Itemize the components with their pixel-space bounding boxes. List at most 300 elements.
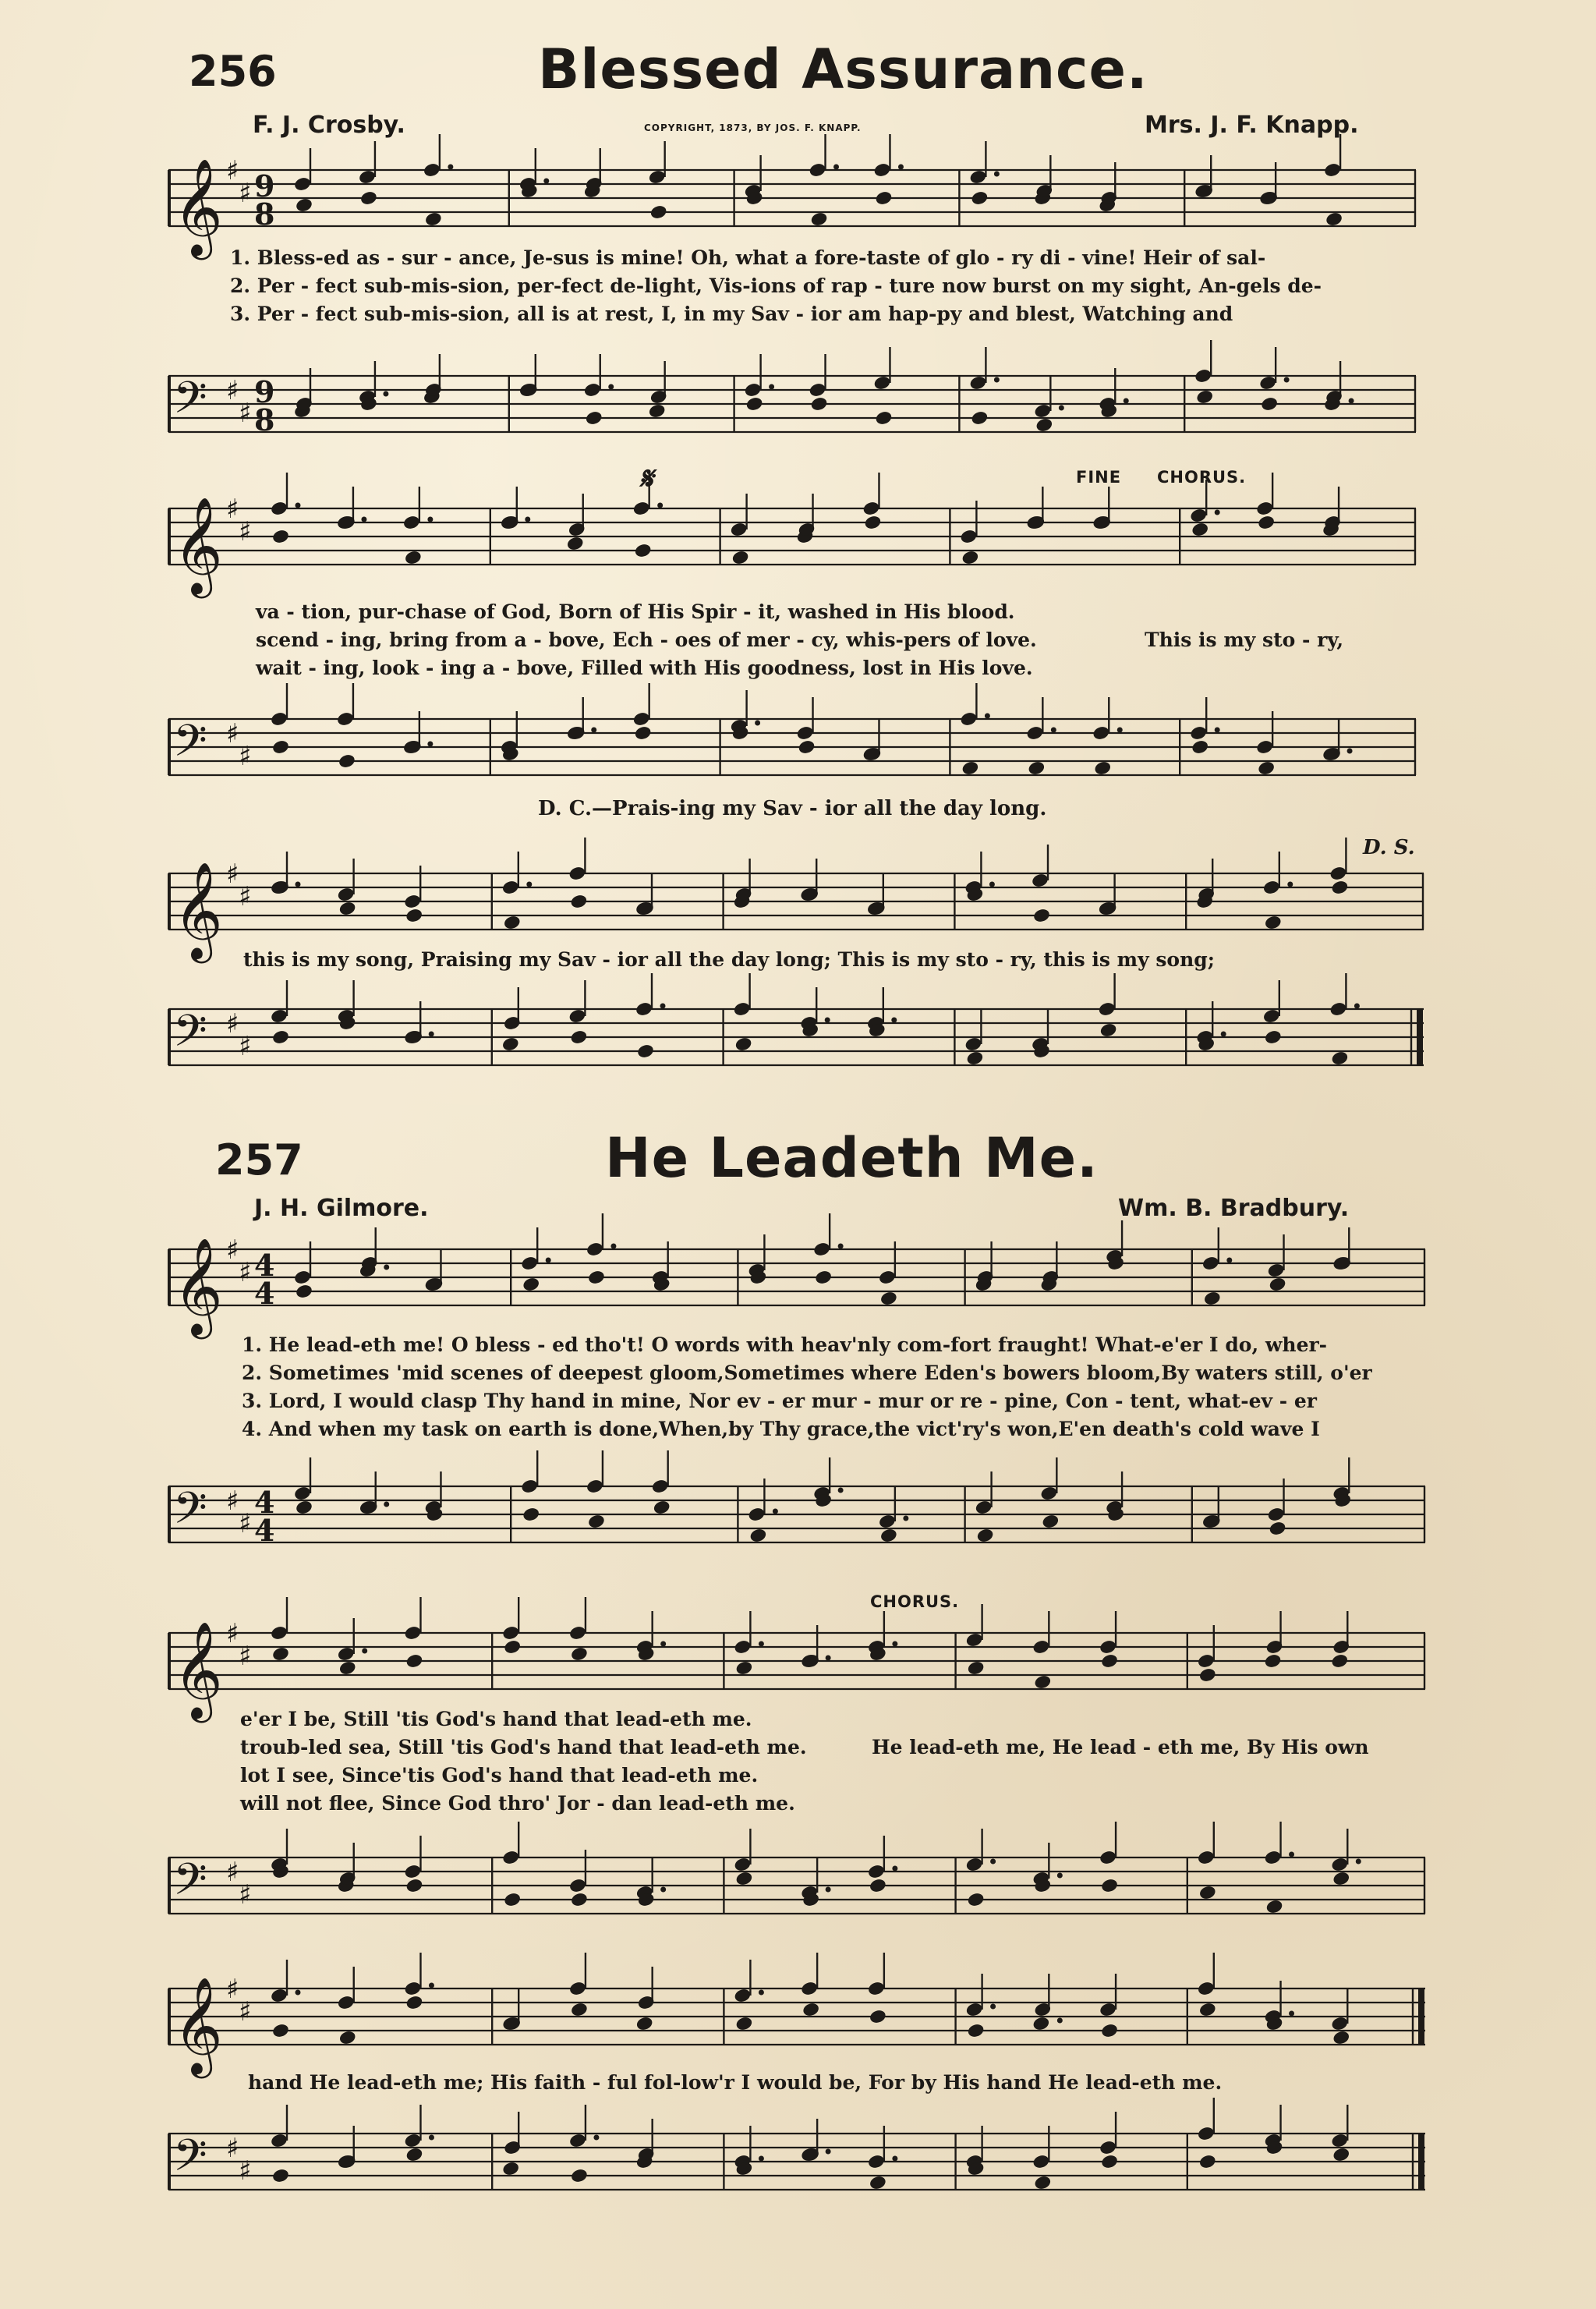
note-head [800, 1981, 819, 1997]
chorus-lyric-line: this is my song, Praising my Sav - ior all the day long; This is my sto - ry, this is my song; [243, 948, 1215, 971]
hymn-257-author: J. H. Gilmore. [254, 1195, 429, 1222]
note-head [869, 1878, 887, 1894]
note-head [1260, 396, 1279, 413]
dot [660, 1887, 666, 1893]
note-head [1197, 1653, 1216, 1670]
note-head [1258, 375, 1277, 391]
note-head [337, 1995, 356, 2011]
sharp-icon: ♯ [239, 398, 252, 429]
note-head [862, 501, 881, 517]
note-head [976, 1528, 995, 1544]
note-head [295, 197, 313, 214]
note-head [501, 1850, 520, 1866]
bass-clef-icon: 𝄢 [173, 1483, 207, 1545]
dot [838, 1244, 844, 1249]
note-head [653, 1500, 671, 1516]
note-head [1197, 2126, 1216, 2142]
note-head [270, 1008, 288, 1025]
dot [295, 503, 301, 508]
note-head [636, 1043, 655, 1060]
note-head [1191, 522, 1209, 538]
note-head [1198, 2154, 1217, 2170]
sharp-icon: ♯ [239, 881, 252, 912]
note-head [271, 529, 290, 545]
chorus-mark: CHORUS. [1157, 468, 1247, 487]
note-head [875, 190, 894, 207]
note-head [1330, 2016, 1349, 2032]
note-head [875, 410, 894, 427]
note-head [1099, 2140, 1117, 2156]
dot [903, 1516, 908, 1521]
note-head [424, 211, 443, 228]
note-head [1191, 739, 1209, 756]
dot [383, 391, 388, 397]
note-head [1092, 725, 1110, 742]
verse-2-line: 2. Sometimes 'mid scenes of deepest gloom,Sometimes where Eden's bowers bloom,By waters still, o'er [242, 1362, 1372, 1384]
note-head [1255, 739, 1274, 756]
note-head [338, 753, 356, 770]
note-head [293, 176, 312, 193]
bass-clef-icon: 𝄢 [173, 716, 207, 777]
dot [773, 1509, 778, 1514]
note-head [873, 162, 892, 179]
note-head [1189, 725, 1208, 742]
dot [755, 721, 760, 726]
note-head [405, 1995, 424, 2011]
dot [295, 1990, 301, 1996]
note-head [1025, 725, 1044, 742]
note-head [587, 1514, 606, 1530]
note-head [733, 1639, 752, 1656]
dot [610, 1244, 616, 1249]
verse-3-line: 3. Lord, I would clasp Thy hand in mine, Nor ev - er mur - mur or re - pine, Con - tent, what-ev - er [242, 1390, 1317, 1412]
note-head [1197, 1850, 1216, 1866]
staff [168, 1234, 1425, 1335]
dot [838, 1488, 844, 1493]
dot [1289, 2011, 1294, 2017]
note-head [404, 2133, 423, 2149]
note-head [651, 1479, 670, 1495]
note-head [1330, 1050, 1349, 1067]
note-head [975, 1500, 993, 1516]
note-head [867, 1864, 886, 1880]
time-signature-bottom: 4 [254, 1276, 275, 1311]
hymn-256-author: F. J. Crosby. [253, 112, 405, 139]
time-signature-top: 4 [254, 1248, 275, 1283]
staff [168, 1471, 1425, 1556]
dot [362, 1649, 367, 1654]
note-head [402, 515, 421, 531]
note-head [965, 1857, 984, 1873]
staff [168, 493, 1416, 594]
verse-1-line: va - tion, pur-chase of God, Born of His Spir - it, washed in His blood. [256, 600, 1015, 623]
note-head [586, 1241, 604, 1258]
note-head [1039, 1486, 1058, 1502]
note-head [405, 908, 423, 924]
note-head [1330, 1857, 1349, 1873]
note-head [648, 169, 667, 186]
dot [769, 384, 774, 390]
chorus-lyric-line: hand He lead-eth me; His faith - ful fol-low'r I would be, For by His hand He lead-eth me. [248, 2071, 1223, 2094]
dot [826, 2149, 831, 2155]
note-head [270, 1988, 288, 2004]
note-head [293, 1486, 312, 1502]
segno-mark: 𝄋 [639, 460, 653, 497]
sharp-icon: ♯ [239, 741, 252, 772]
note-head [869, 2009, 887, 2025]
dot [1057, 2018, 1063, 2024]
dot [892, 2156, 897, 2162]
note-head [569, 1029, 588, 1046]
note-head [878, 1270, 897, 1286]
note-head [271, 1029, 290, 1046]
dot [660, 1004, 666, 1009]
sharp-icon: ♯ [239, 1996, 252, 2027]
dot [608, 384, 614, 390]
verse-3-line: 3. Per - fect sub-mis-sion, all is at rest, I, in my Sav - ior am hap-py and blest, Watching and [230, 303, 1233, 325]
note-head [970, 190, 989, 207]
dot [1356, 1859, 1361, 1865]
note-head [522, 1277, 540, 1293]
note-head [1195, 389, 1214, 405]
note-head [270, 2133, 288, 2149]
sharp-icon: ♯ [226, 2133, 239, 2164]
note-head [1033, 2175, 1052, 2191]
note-head [270, 711, 288, 728]
sharp-icon: ♯ [226, 718, 239, 749]
treble-clef-icon: 𝄞 [173, 862, 223, 959]
note-head [585, 410, 603, 427]
note-head [405, 1878, 424, 1894]
note-head [1323, 162, 1342, 179]
bass-clef-icon: 𝄢 [173, 1006, 207, 1068]
note-head [734, 1660, 753, 1677]
note-head [522, 1507, 540, 1523]
note-head [1262, 880, 1281, 896]
verse-1-line: 1. He lead-eth me! O bless - ed tho't! O words with heav'nly com-fort fraught! What-e'er I do, wher- [242, 1333, 1328, 1356]
note-head [501, 1625, 520, 1641]
sharp-icon: ♯ [226, 1234, 239, 1266]
staff [168, 2118, 1425, 2204]
note-head [812, 1241, 831, 1258]
treble-clef-icon: 𝄞 [173, 1977, 223, 2074]
note-head [961, 760, 979, 777]
time-signature-bottom: 8 [254, 197, 275, 232]
note-head [337, 887, 356, 903]
treble-clef-icon: 𝄞 [173, 1238, 223, 1335]
note-head [965, 1632, 984, 1649]
note-head [796, 725, 815, 742]
dot [1221, 1032, 1226, 1037]
time-signature-bottom: 4 [254, 1513, 275, 1548]
note-head [810, 396, 829, 413]
note-head [359, 190, 378, 207]
note-head [403, 894, 422, 910]
note-head [295, 1500, 313, 1516]
sharp-icon: ♯ [226, 859, 239, 890]
note-head [405, 1653, 424, 1670]
note-head [1264, 1850, 1283, 1866]
note-head [271, 1646, 290, 1663]
dot [994, 172, 1000, 177]
dot [591, 728, 596, 733]
note-head [1099, 1639, 1117, 1656]
bass-clef-icon: 𝄢 [173, 373, 207, 434]
staff [168, 703, 1416, 789]
dot [427, 517, 433, 522]
note-head [503, 1892, 522, 1908]
note-head [733, 1988, 752, 2004]
dot [1349, 398, 1354, 404]
note-head [1099, 1022, 1118, 1039]
dot [826, 1656, 831, 1661]
note-head [271, 739, 290, 756]
note-head [1332, 1871, 1350, 1887]
dot [1124, 398, 1129, 404]
note-head [1269, 1277, 1287, 1293]
note-head [570, 2002, 589, 2018]
dot [759, 1990, 764, 1996]
dot [833, 165, 839, 170]
note-head [501, 880, 520, 896]
verse-3-line: lot I see, Since'tis God's hand that lead-eth me. [240, 1764, 759, 1787]
note-head [1330, 2133, 1349, 2149]
note-head [586, 1479, 604, 1495]
note-head [967, 1892, 986, 1908]
note-head [1329, 1001, 1347, 1018]
note-head [583, 382, 602, 398]
dot [759, 1641, 764, 1647]
staff [168, 858, 1424, 959]
verse-4-line: 4. And when my task on earth is done,When,by Thy grace,the vict'ry's won,E'en death's cold wave I [242, 1418, 1320, 1440]
note-head [1099, 2002, 1117, 2018]
sharp-icon: ♯ [226, 155, 239, 186]
sharp-icon: ♯ [239, 1879, 252, 1911]
note-head [734, 1036, 753, 1053]
note-head [1257, 760, 1276, 777]
dot [543, 179, 549, 184]
note-head [867, 2154, 886, 2170]
note-head [1332, 2147, 1350, 2163]
note-head [1269, 1521, 1287, 1537]
note-head [1197, 1981, 1216, 1997]
fine-mark: FINE [1076, 468, 1122, 487]
note-head [1264, 1653, 1283, 1670]
sharp-icon: ♯ [226, 1857, 239, 1888]
dot [429, 2135, 434, 2141]
dot [593, 2135, 599, 2141]
note-head [1198, 1885, 1217, 1901]
dot [1057, 1873, 1063, 1879]
note-head [570, 1892, 589, 1908]
verse-4-line: will not flee, Since God thro' Jor - dan lead-eth me. [240, 1792, 795, 1815]
dot [384, 1265, 389, 1270]
note-head [730, 522, 748, 538]
note-head [634, 725, 653, 742]
note-head [965, 1050, 984, 1067]
note-head [271, 2168, 290, 2184]
dc-instruction: D. C.—Prais-ing my Sav - ior all the day long. [538, 797, 1047, 820]
staff [168, 154, 1416, 256]
note-head [270, 1625, 288, 1641]
note-head [959, 711, 978, 728]
note-head [1198, 2002, 1217, 2018]
note-head [968, 169, 987, 186]
dot [1226, 1258, 1232, 1263]
note-head [1267, 1507, 1286, 1523]
note-head [1032, 2154, 1050, 2170]
note-head [968, 375, 987, 391]
note-head [731, 550, 750, 566]
sharp-icon: ♯ [239, 2155, 252, 2187]
dot [1284, 377, 1290, 383]
note-head [1329, 866, 1347, 882]
note-head [744, 382, 763, 398]
note-head [338, 2030, 357, 2046]
note-head [814, 1270, 833, 1286]
treble-clef-icon: 𝄞 [173, 158, 223, 256]
dot [429, 1983, 434, 1989]
sharp-icon: ♯ [226, 1486, 239, 1517]
sharp-icon: ♯ [226, 1618, 239, 1649]
note-head [1031, 873, 1049, 889]
dot [1287, 882, 1293, 887]
note-head [1032, 2016, 1050, 2032]
note-head [864, 515, 883, 531]
hymn-256-number: 256 [189, 47, 277, 96]
dot [891, 1018, 897, 1023]
sharp-icon: ♯ [239, 1257, 252, 1288]
note-head [959, 529, 978, 545]
note-head [1201, 1255, 1220, 1272]
note-head [632, 501, 651, 517]
note-head [1100, 2023, 1119, 2039]
note-head [568, 1981, 587, 1997]
note-head [404, 1864, 423, 1880]
dot [1215, 510, 1220, 515]
dot [1117, 728, 1123, 733]
sharp-icon: ♯ [239, 516, 252, 547]
note-head [1100, 1653, 1119, 1670]
note-head [338, 1660, 357, 1677]
note-head [1257, 515, 1276, 531]
note-head [648, 403, 667, 420]
dot [825, 1018, 830, 1023]
time-signature-top: 9 [254, 374, 275, 409]
sharp-icon: ♯ [226, 1008, 239, 1039]
chorus-mark: CHORUS. [870, 1592, 960, 1611]
note-head [965, 2002, 984, 2018]
note-head [1189, 508, 1208, 524]
note-head [1099, 1850, 1117, 1866]
note-head [635, 2016, 654, 2032]
note-head [336, 711, 355, 728]
note-head [747, 1507, 766, 1523]
dot [361, 517, 366, 522]
note-head [568, 2133, 587, 2149]
dot [990, 2004, 996, 2010]
hymn-257-title: He Leadeth Me. [605, 1126, 1099, 1190]
note-head [1264, 915, 1283, 931]
note-head [503, 1639, 522, 1656]
treble-clef-icon: 𝄞 [173, 497, 223, 594]
note-head [503, 915, 522, 931]
note-head [733, 1001, 752, 1018]
note-head [337, 1646, 356, 1663]
verse-2-line: scend - ing, bring from a - bove, Ech - oes of mer - cy, whis-pers of love. [256, 629, 1037, 651]
note-head [569, 894, 588, 910]
note-head [964, 1036, 982, 1053]
note-head [1100, 1878, 1119, 1894]
hymn-257-number: 257 [215, 1135, 303, 1185]
note-head [358, 169, 377, 186]
dot [989, 882, 995, 887]
dot [657, 503, 663, 508]
sharp-icon: ♯ [226, 494, 239, 525]
dot [1051, 728, 1056, 733]
verse-3-line: wait - ing, look - ing a - bove, Filled with His goodness, lost in His love. [256, 657, 1033, 679]
note-head [270, 501, 288, 517]
note-head [748, 1528, 767, 1544]
chorus-start-lyric: This is my sto - ry, [1145, 629, 1344, 651]
ds-mark: D. S. [1363, 836, 1415, 859]
bass-clef-icon: 𝄢 [173, 1854, 207, 1916]
note-head [879, 1291, 898, 1307]
dot [1347, 749, 1353, 754]
sharp-icon: ♯ [239, 178, 252, 209]
note-head [809, 162, 827, 179]
note-head [587, 1270, 606, 1286]
note-head [873, 375, 892, 391]
note-head [1035, 417, 1053, 434]
dot [994, 377, 1000, 383]
note-head [734, 2016, 753, 2032]
note-head [501, 2161, 520, 2177]
note-head [1093, 760, 1112, 777]
staff [168, 993, 1424, 1079]
note-head [404, 1625, 423, 1641]
note-head [1203, 1291, 1222, 1307]
dot [448, 165, 453, 170]
note-head [798, 739, 816, 756]
note-head [1098, 1001, 1116, 1018]
note-head [570, 2168, 589, 2184]
time-signature-top: 9 [254, 168, 275, 204]
note-head [809, 382, 827, 398]
bass-clef-icon: 𝄢 [173, 2130, 207, 2192]
staff [168, 1973, 1425, 2074]
note-head [867, 1981, 886, 1997]
note-head [878, 1514, 897, 1530]
note-head [1330, 880, 1349, 896]
sharp-icon: ♯ [226, 1974, 239, 2005]
note-head [879, 1528, 898, 1544]
note-head [1265, 1899, 1284, 1915]
verse-1-line: e'er I be, Still 'tis God's hand that lead-eth me. [240, 1708, 752, 1730]
dot [429, 1032, 434, 1037]
note-head [970, 410, 989, 427]
sharp-icon: ♯ [239, 1031, 252, 1062]
note-head [568, 1878, 587, 1894]
dot [892, 1641, 897, 1647]
note-head [1100, 2154, 1119, 2170]
note-head [1332, 2030, 1350, 2046]
staff [168, 360, 1416, 446]
note-head [1330, 1653, 1349, 1670]
time-signature-bottom: 8 [254, 402, 275, 437]
dot [898, 165, 904, 170]
note-head [632, 711, 651, 728]
